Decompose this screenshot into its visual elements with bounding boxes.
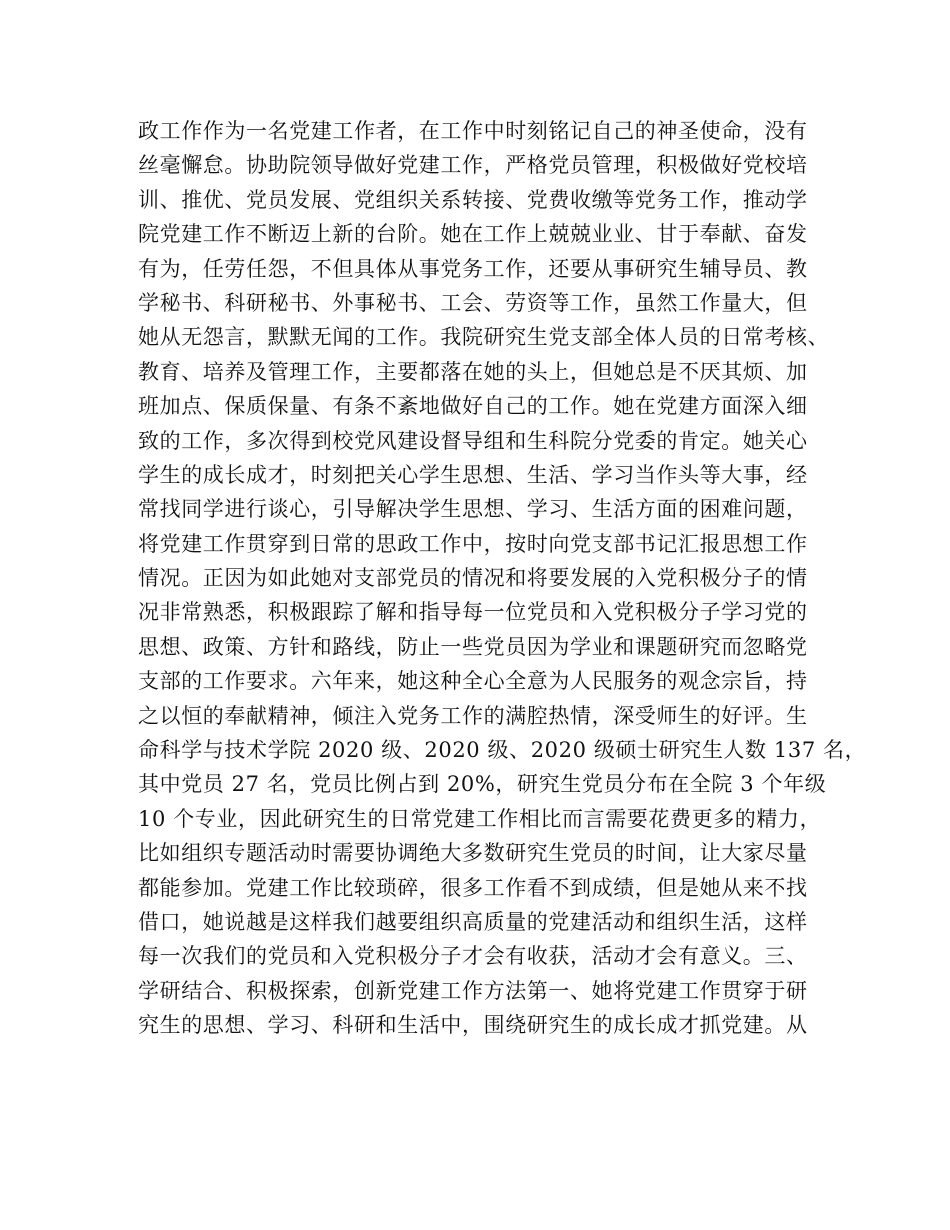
text-line: 班加点、保质保量、有条不紊地做好自己的工作。她在党建方面深入细 bbox=[138, 394, 808, 419]
text-line: 情况。正因为如此她对支部党员的情况和将要发展的入党积极分子的情 bbox=[138, 566, 808, 591]
text-line: 都能参加。党建工作比较琐碎，很多工作看不到成绩，但是她从来不找 bbox=[138, 875, 808, 900]
text-line: 学秘书、科研秘书、外事秘书、工会、劳资等工作，虽然工作量大，但 bbox=[138, 290, 808, 315]
text-line: 教育、培养及管理工作，主要都落在她的头上，但她总是不厌其烦、加 bbox=[138, 359, 808, 384]
body-paragraph bbox=[138, 114, 867, 1043]
text-line: 之以恒的奉献精神，倾注入党务工作的满腔热情，深受师生的好评。生 bbox=[138, 703, 808, 728]
text-line: 致的工作，多次得到校党风建设督导组和生科院分党委的肯定。她关心 bbox=[138, 428, 808, 453]
text-line: 学研结合、积极探索，创新党建工作方法第一、她将党建工作贯穿于研 bbox=[138, 978, 808, 1003]
text-line: 院党建工作不断迈上新的台阶。她在工作上兢兢业业、甘于奉献、奋发 bbox=[138, 222, 808, 247]
text-line: 比如组织专题活动时需要协调绝大多数研究生党员的时间，让大家尽量 bbox=[138, 841, 808, 866]
text-line: 学生的成长成才，时刻把关心学生思想、生活、学习当作头等大事，经 bbox=[138, 462, 808, 487]
text-line: 究生的思想、学习、科研和生活中，围绕研究生的成长成才抓党建。从 bbox=[138, 1013, 808, 1038]
text-line: 借口，她说越是这样我们越要组织高质量的党建活动和组织生活，这样 bbox=[138, 909, 808, 934]
text-line: 政工作作为一名党建工作者，在工作中时刻铭记自己的神圣使命，没有 bbox=[138, 119, 808, 143]
text-line: 她从无怨言，默默无闻的工作。我院研究生党支部全体人员的日常考核、 bbox=[138, 325, 830, 350]
text-line: 每一次我们的党员和入党积极分子才会有收获，活动才会有意义。三、 bbox=[138, 944, 808, 969]
text-line: 丝毫懈怠。协助院领导做好党建工作，严格党员管理，积极做好党校培 bbox=[138, 153, 808, 178]
text-line: 10 个专业，因此研究生的日常党建工作相比而言需要花费更多的精力， bbox=[138, 806, 822, 831]
text-line: 思想、政策、方针和路线，防止一些党员因为学业和课题研究而忽略党 bbox=[138, 634, 808, 659]
text-line: 常找同学进行谈心，引导解决学生思想、学习、生活方面的困难问题， bbox=[138, 497, 808, 522]
text-line: 支部的工作要求。六年来，她这种全心全意为人民服务的观念宗旨，持 bbox=[138, 669, 808, 694]
text-line: 命科学与技术学院 2020 级、2020 级、2020 级硕士研究生人数 137 名， bbox=[138, 738, 867, 763]
text-line: 将党建工作贯穿到日常的思政工作中，按时向党支部书记汇报思想工作 bbox=[138, 531, 808, 556]
text-line: 有为，任劳任怨，不但具体从事党务工作，还要从事研究生辅导员、教 bbox=[138, 256, 808, 281]
text-line: 其中党员 27 名，党员比例占到 20%，研究生党员分布在全院 3 个年级 bbox=[138, 772, 827, 797]
text-line: 训、推优、党员发展、党组织关系转接、党费收缴等党务工作，推动学 bbox=[138, 187, 808, 212]
text-line: 况非常熟悉，积极跟踪了解和指导每一位党员和入党积极分子学习党的 bbox=[138, 600, 808, 625]
